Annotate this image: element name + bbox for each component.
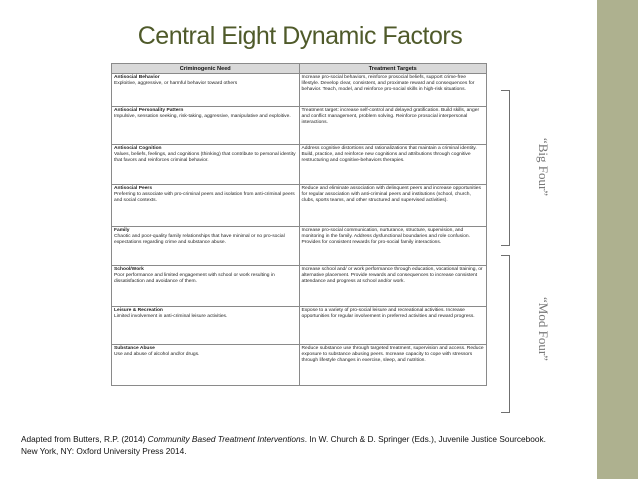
need-description: Exploitive, aggressive, or harmful behavior toward others: [114, 81, 238, 87]
need-cell: [112, 74, 300, 107]
target-cell: Reduce substance use through targeted treatment, supervision and access. Reduce exposure to substance abusing peers. Increase capacity to cope with stressors through lifestyle changes in exercise, sleep, and nutrition.: [299, 345, 487, 386]
need-cell: [112, 107, 300, 145]
target-cell: Increase pro-social behaviors, reinforce prosocial beliefs, support crime-free lifestyle. Develop clear, consistent, and proximate reward and consequences for behavior. Teach, model, and reinforce pro-social skills in high-risk situations.: [299, 74, 487, 107]
need-cell: [112, 185, 300, 227]
need-title: School/Work: [114, 267, 144, 272]
citation-prefix: Adapted from Butters, R.P. (2014): [21, 434, 148, 444]
target-cell: Expose to a variety of pro-social leisure and recreational activities. Increase opportunities for regular involvement in preferred activities and reward progress.: [299, 307, 487, 345]
citation: [21, 433, 591, 457]
mod-four-label: “Mod Four”: [536, 297, 551, 361]
table-row: [112, 307, 487, 345]
need-title: Antisocial Personality Pattern: [114, 108, 184, 113]
target-cell: Increase school and/ or work performance through education, vocational training, or alternative placement. Provide rewards and consequences to increase consistent attendance and progress at school and/or work.: [299, 266, 487, 307]
need-cell: [112, 345, 300, 386]
table-row: [112, 227, 487, 266]
big-four-bracket: [501, 90, 510, 246]
need-description: Poor performance and limited engagement with school or work resulting in dissatisfaction and avoidance of them.: [114, 273, 275, 285]
need-description: Preferring to associate with pro-criminal peers and isolation from anti-criminal peers and social contexts.: [114, 192, 295, 204]
mod-four-bracket: [501, 255, 510, 413]
citation-suffix: . In W. Church & D. Springer (Eds.), Juvenile Justice Sourcebook.: [304, 434, 546, 444]
target-cell: Reduce and eliminate association with delinquent peers and increase opportunities for regular association with anti-criminal peers and institutions (school, church, clubs, sports teams, and other structured and supervised activities).: [299, 185, 487, 227]
decorative-side-bar: [597, 0, 638, 479]
need-cell: [112, 266, 300, 307]
need-description: Chaotic and poor-quality family relationships that have minimal or no pro-social expectations regarding crime and substance abuse.: [114, 234, 285, 246]
need-description: Limited involvement in anti-criminal leisure activities.: [114, 314, 228, 320]
need-description: Use and abuse of alcohol and/or drugs.: [114, 352, 200, 358]
need-description: Impulsive, sensation seeking, risk-taking, aggressive, manipulative and exploitive.: [114, 114, 291, 120]
table-row: [112, 185, 487, 227]
need-cell: [112, 307, 300, 345]
citation-book-title: Community Based Treatment Interventions: [147, 434, 305, 444]
target-cell: Address cognitive distortions and rationalizations that maintain a criminal identity. Build, practice, and reinforce new cognitions and attributions through cognitive restructuring and cognitive-behaviors therapies.: [299, 145, 487, 185]
factors-table: [111, 63, 487, 386]
table-row: [112, 74, 487, 107]
table-header-row: [112, 64, 487, 74]
target-cell: Treatment target: increase self-control and delayed gratification. Build skills, anger and conflict management, problem solving. Reinforce prosocial interpersonal interactions.: [299, 107, 487, 145]
need-title: Antisocial Cognition: [114, 146, 162, 151]
citation-line-2: New York, NY: Oxford University Press 2014.: [21, 446, 187, 456]
slide-title: Central Eight Dynamic Factors: [137, 22, 463, 50]
table-row: [112, 345, 487, 386]
need-title: Leisure & Recreation: [114, 308, 163, 313]
need-title: Antisocial Behavior: [114, 75, 160, 80]
need-title: Antisocial Peers: [114, 186, 153, 191]
table-row: [112, 145, 487, 185]
need-cell: [112, 145, 300, 185]
need-cell: [112, 227, 300, 266]
need-title: Family: [114, 228, 130, 233]
table-row: [112, 266, 487, 307]
big-four-label: “Big Four”: [536, 137, 551, 197]
header-treatment-targets: Treatment Targets: [299, 64, 487, 74]
target-cell: Increase pro-social communication, nurturance, structure, supervision, and monitoring in the family. Address dysfunctional boundaries and role confusion. Provides for consistent rewards for pro-social family interactions.: [299, 227, 487, 266]
need-title: Substance Abuse: [114, 346, 155, 351]
table-row: [112, 107, 487, 145]
need-description: Values, beliefs, feelings, and cognitions (thinking) that contribute to personal identity that favors and reinforces criminal behavior.: [114, 152, 296, 164]
header-criminogenic-need: Criminogenic Need: [112, 64, 300, 74]
